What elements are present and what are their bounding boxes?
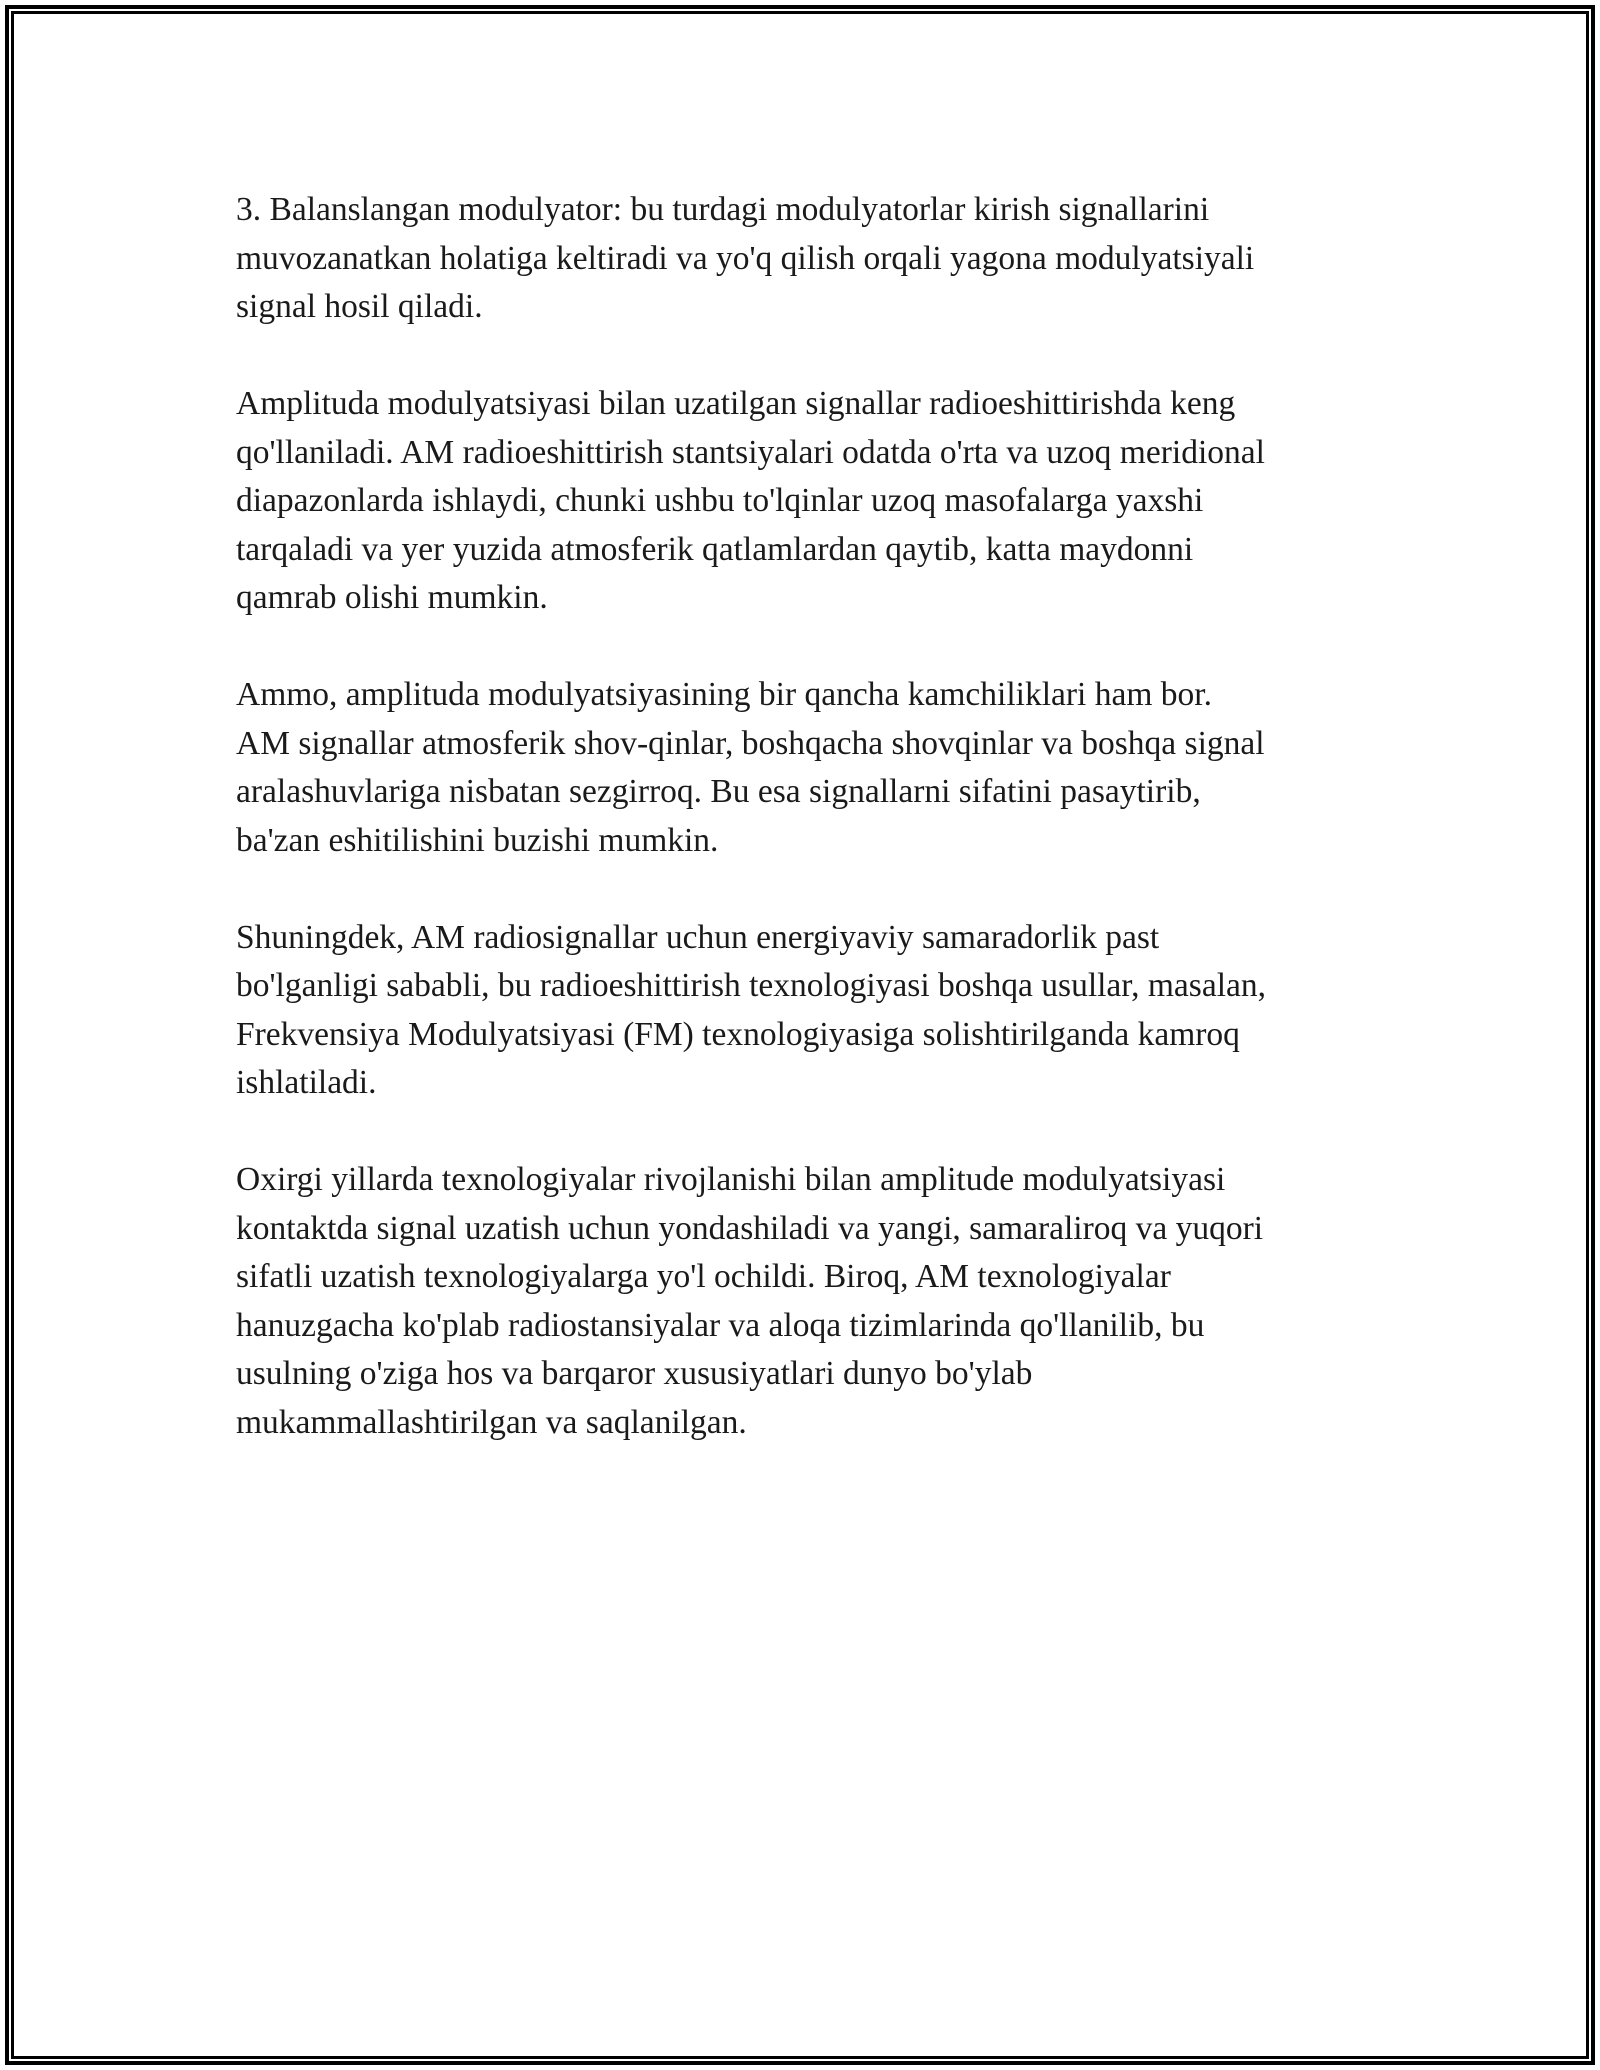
paragraph-am-drawbacks: Ammo, amplituda modulyatsiyasining bir qancha kamchiliklari ham bor. AM signallar atmosferik shov-qinlar, boshqacha shovqinlar va boshqa signal aralashuvlariga nisbatan sezgirroq. Bu esa signallarni sifatini pasaytirib, ba'zan eshitilishini buzishi mumkin. [236, 676, 1265, 859]
paragraph-balanced-modulator: 3. Balanslangan modulyator: bu turdagi modulyatorlar kirish signallarini muvozanatkan holatiga keltiradi va yo'q qilish orqali yagona modulyatsiyali signal hosil qiladi. [236, 191, 1255, 325]
paragraph-am-efficiency: Shuningdek, AM radiosignallar uchun energiyaviy samaradorlik past bo'lganligi sababli, bu radioeshittirish texnologiyasi boshqa usullar, masalan, Frekvensiya Modulyatsiyasi (FM) texnologiyasiga solishtirilganda kamroq ishlatiladi. [236, 918, 1266, 1101]
paragraph-am-broadcasting: Amplituda modulyatsiyasi bilan uzatilgan signallar radioeshittirishda keng qo'llaniladi. AM radioeshittirish stantsiyalari odatda o'rta va uzoq meridional diapazonlarda ishlaydi, chunki ushbu to'lqinlar uzoq masofalarga yaxshi tarqaladi va yer yuzida atmosferik qatlamlardan qaytib, katta maydonni qamrab olishi mumkin. [236, 385, 1265, 616]
document-body [236, 186, 1396, 1496]
paragraph-recent-years: Oxirgi yillarda texnologiyalar rivojlanishi bilan amplitude modulyatsiyasi kontaktda signal uzatish uchun yondashiladi va yangi, samaraliroq va yuqori sifatli uzatish texnologiyalarga yo'l ochildi. Biroq, AM texnologiyalar hanuzgacha ko'plab radiostansiyalar va aloqa tizimlarinda qo'llanilib, bu usulning o'ziga hos va barqaror xususiyatlari dunyo bo'ylab mukammallashtirilgan va saqlanilgan. [236, 1161, 1264, 1441]
